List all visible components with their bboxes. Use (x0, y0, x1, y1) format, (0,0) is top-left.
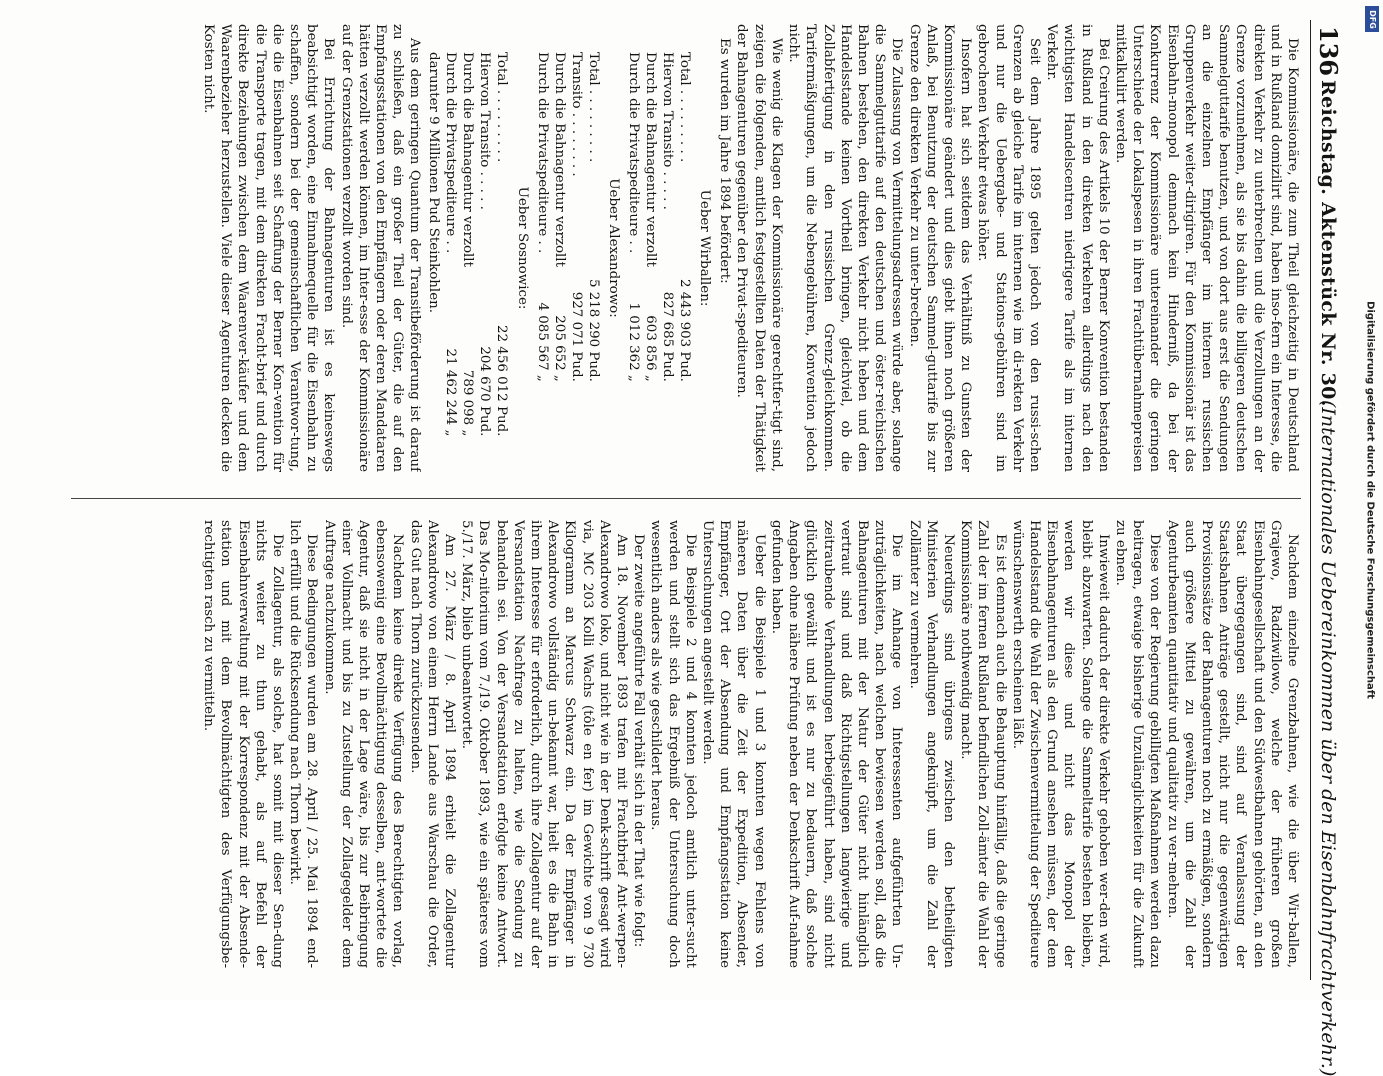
row-value (425, 319, 442, 442)
table-row (442, 46, 459, 442)
row-label: Transito . . . . . . . . (568, 52, 584, 177)
page-number: 136 (1314, 26, 1343, 77)
table-row (459, 46, 476, 442)
right-text-column (61, 520, 1301, 968)
row-value: 205 652 „ (551, 315, 567, 382)
paragraph: Diese Bedingungen wurden am 28. April / 25. Mai 1894 end-lich erfüllt und die Rücksendung nach Thorn bewirkt. (287, 520, 320, 968)
row-value: 603 856 „ (642, 315, 658, 382)
row-label: Durch die Privatspediteure . . (625, 52, 641, 254)
row-value: 22 456 012 Pud. (494, 325, 510, 437)
table-row (676, 46, 693, 388)
table-heading-sosnowice: Ueber Sosnowice: (514, 186, 530, 310)
paragraph: Es wurden im Jahre 1894 befördert: (717, 38, 733, 284)
row-label: Durch die Bahnagentur verzollt (460, 52, 476, 267)
paragraph: Bei Errichtung der Bahnagenturen ist es keineswegs beabsichtigt worden, eine Einnahmequelle für die Eisenbahn zu schaffen, sondern bei der gemeinschaftlichen Verantwor-tung, die die Eisenbahnen seit Schaffung der Berner Kon-vention für die Transporte tragen, mit dem direkten Fracht-brief und durch direkte Beziehungen zwischen dem Waarenver-käufer und dem Waarenbezieher herzustellen. Viele dieser Agenturen decken die Kosten nicht. (201, 24, 337, 472)
digitization-note-text: Digitalisierung gefördert durch die Deutsche Forschungsgemeinschaft (1364, 301, 1376, 699)
row-value: 4 085 567 „ (534, 302, 550, 382)
table-row (551, 46, 568, 388)
digitization-note (1361, 9, 1379, 988)
table-row (476, 46, 493, 442)
row-label: Total . . . . . . . . . (585, 52, 601, 163)
row-label: Durch die Bahnagentur verzollt (551, 52, 567, 267)
table-row (568, 46, 585, 388)
page-header (1310, 20, 1345, 1076)
row-label: Durch die Bahnagentur verzollt (642, 52, 658, 267)
row-value: 21 462 244 „ (443, 348, 459, 437)
row-value: 927 071 Pud. (568, 291, 584, 382)
row-value: 827 685 Pud. (659, 291, 675, 382)
paragraph: Seit dem Jahre 1895 gelten jedoch von den russi-schen Grenzen ab gleiche Tarife im internen wie im di-rekten Verkehr und nur die Uebergabe- und Stations-gebühren sind im gebrochenen Verkehr etwas höher. (975, 24, 1042, 472)
row-label: Durch die Privatspediteure . . (534, 52, 550, 254)
row-label: Durch die Privatspediteure . . (443, 52, 459, 254)
paragraph: Insofern hat sich seitdem das Verhältniß zu Gunsten der Kommissionäre geändert und dies giebt ihnen noch größeren Anlaß, bei Benutzung der deutschen Sammel-guttarife bis zur Grenze den direkten Verkehr zu unter-brechen. (906, 24, 974, 472)
column-divider (71, 498, 1301, 499)
row-label: Total . . . . . . . . . (494, 52, 510, 163)
row-value: 789 098 „ (460, 369, 476, 437)
document-subtitle: (Internationales Uebereinkommen über den Eisenbahnfrachtverkehr.) (1317, 400, 1339, 1076)
paragraph: Es ist demnach auch die Behauptung hinfällig, daß die geringe Zahl der im fernen Rußland befindlichen Zoll-ämter die Wahl der Kommissionäre nothwendig macht. (958, 520, 1008, 968)
paragraph: Nachdem keine direkte Verfügung des Berechtigten vorlag, ebensowenig eine Bevollmächtigung desselben, ant-wortete die Agentur, daß sie nicht in der Lage wäre, bis zur Beibringung einer Vollmacht und bis zu Zustellung der Zollagegelder dem Auftrage nachzukommen. (321, 520, 406, 968)
table-row (493, 46, 510, 442)
row-label: Hiervon Transito . . . . . (477, 52, 493, 210)
row-value: 204 670 Pud. (477, 346, 493, 437)
table-row (625, 46, 642, 388)
stats-table-wirballen (625, 46, 693, 388)
paragraph: Die Kommissionäre, die zum Theil gleichzeitig in Deutschland und in Rußland domizilirt sind, haben inso-fern ein Interesse, die direkten Verkehr zu unterbrechen und die Verzollungen an der Grenze vorzunehmen, als sie bis dahin die billigeren deutschen Sammelguttarife benutzen, und von dort aus erst die Sendungen an die einzelnen Empfänger im internen russischen Gruppenverkehr weiter-dirigiren. Für den Kommissionär ist das Eisenbahn-monopol demnach kein Hinderniß, da bei der Konkurrenz der Kommissionäre untereinander die geringen Unterschiede der Lokalspesen in ihren Frachtübernahmepreisen mitkalkulirt werden. (1112, 24, 1300, 472)
table-row (534, 46, 551, 388)
document-title: Reichstag. Aktenstück Nr. 30. (1317, 80, 1339, 407)
row-value: 1 012 362 „ (625, 302, 641, 382)
paragraph: Die Zollagentur, als solche, hat somit mit dieser Sen-dung nichts weiter zu thun gehabt, als auf Befehl der Eisenbahnverwaltung mit der Korrespondenz mit der Absende-station und mit dem Bevollmächtigten des Verfügungsbe-rechtigten rasch zu vermitteln. (201, 520, 286, 968)
paragraph: Bei Creirung des Artikels 10 der Berner Konvention bestanden in Rußland in den direkten Verkehren allerdings nach den wichtigsten Handelscentren niedrigere Tarife als im internen Verkehr. (1044, 24, 1111, 472)
stats-table-alexandrowo (534, 46, 602, 388)
paragraph: Am 27. März / 8. April 1894 erhielt die Zollagentur Alexandrowo von einem Herrn Lande aus Warschau die Order, das Gut nach Thorn zurückzusenden. (407, 520, 458, 968)
paragraph: Wie wenig die Klagen der Kommissionäre gerechtfer-tigt sind, zeigen die folgenden, amtlich festgestellten Daten der Thätigkeit der Bahnagenturen gegenüber den Privat-spediteuren. (734, 24, 784, 472)
dfg-logo-text: DFG (1367, 9, 1377, 29)
paragraph: Der zweite angeführte Fall verhält sich in der That wie folgt: (631, 534, 647, 948)
paragraph: Die im Anhange von Interessenten aufgeführten Un-zuträglichkeiten, nach welchen bewiesen werden soll, daß die Bahnagenturen mit der Natur der Güter nicht hinlänglich vertraut sind und daß Richtigstellungen langwierige und zeitraubende Verhandlungen herbeigeführt haben, sind nicht glücklich gewählt und ist es nur zu bedauern, daß solche Angaben ohne nähere Prüfung neben der Denkschrift Auf-nahme gefunden haben. (768, 520, 905, 968)
rotated-document-page (55, 20, 1345, 1076)
paragraph: Diese von der Regierung gebilligten Maßnahmen werden dazu beitragen, etwaige bisherige Unzulänglichkeiten für die Zukunft zu ebnen. (1112, 520, 1163, 968)
table-row (585, 46, 602, 388)
row-value: 5 218 290 Pud. (585, 278, 601, 382)
paragraph: Aus dem geringen Quantum der Transitbeförderung ist darauf zu schließen, daß ein großer Theil der Güter, die auf den Empfangsstationen von den Empfängern oder deren Mandataren hätten verzollt werden können, im Inter-esse der Kommissionäre auf der Grenzstationen verzollt worden sind. (338, 24, 423, 472)
table-row (425, 46, 442, 442)
row-label: Hiervon Transito . . . . . (659, 52, 675, 210)
table-heading-alexandrowo: Ueber Alexandrowo: (605, 178, 621, 318)
paragraph: Am 18. November 1893 trafen mit Frachtbrief Ant-werpen-Alexandrowo loko, und nicht wie in der Denk-schrift gesagt wird via, MC 203 Kolli Wachs (tôle en fer) im Gewichte von 9 730 Kilogramm an Marcus Schwarz ein. Da der Empfänger in Alexandrowo vollständig un-bekannt war, hielt es die Bahn in ihrem Interesse für erforderlich, durch ihre Zollagentur auf der Versandstation Nachfrage zu halten, wie die Sendung zu behandeln sei. Von der Versandstation erfolgte keine Antwort. Das Mo-nitorium vom 7./19. Oktober 1893, wie ein späteres vom 5./17. März, blieb unbeantwortet. (459, 520, 630, 968)
table-heading-wirballen: Ueber Wirballen: (697, 189, 713, 307)
row-value: 2 443 903 Pud. (676, 278, 692, 382)
paragraph: Neuerdings sind übrigens zwischen den betheiligten Ministerien Verhandlungen angeknüpft, um die Zahl der Zollämter zu vermehren. (906, 520, 956, 968)
paragraph: Inwieweit dadurch der direkte Verkehr gehoben wer-den wird, bleibt abzuwarten. Solange die Sammeltarife bestehen bleiben, werden wir diese und nicht das Monopol der Eisenbahnagenturen als den Grund ansehen müssen, der dem Handelsstand die Wahl der Zwischenvermittelung der Spediteure wünschenswerth erscheinen läßt. (1009, 520, 1111, 968)
paragraph: Die Zulassung von Vermittelungsadressen würde aber, solange die Sammelguttarife auf den deutschen und öster-reichischen Bahnen bestehen, den direkten Verkehr nicht heben und dem Handelsstande keinen Vortheil bringen, gleichviel, ob die Zollabfertigung in den russischen Grenz-gleichkommen. Tarifermäßigungen, um die Nebengebühren, Konvention jedoch nicht. (786, 24, 905, 472)
paragraph: Ueber die Beispiele 1 und 3 konnten wegen Fehlens von näheren Daten über die Zeit der Expedition, Absender, Empfänger, Ort der Absendung und Empfangsstation keine Untersuchungen angestellt werden. (700, 520, 767, 968)
paragraph: Die Beispiele 2 und 4 konnten jedoch amtlich unter-sucht werden und stellt sich das Ergebniß der Untersuchung doch wesentlich anders als wie geschildert heraus. (648, 520, 698, 968)
paragraph: Nachdem einzelne Grenzbahnen, wie die über Wir-ballen, Grajewo, Radziwilowo, welche der früheren großen Eisenbahngesellschaft und den Südwestbahnen gehörten, an den Staat übergegangen sind, sind auf Veranlassung der Staatsbahnen Anträge gestellt, nicht nur die gegenwärtigen Provisionssätze der Bahnagenturen noch zu ermäßigen, sondern auch größere Mittel zu gewähren, um die Zahl der Agenturbeamten quantitativ und qualitativ zu ver-mehren. (1164, 520, 1300, 968)
stats-table-sosnowice (425, 46, 510, 442)
table-row (659, 46, 676, 388)
row-label: darunter 9 Millionen Pud Steinkohlen. (426, 52, 442, 314)
left-text-column (61, 24, 1301, 472)
row-label: Total . . . . . . . . . (676, 52, 692, 163)
table-row (642, 46, 659, 388)
